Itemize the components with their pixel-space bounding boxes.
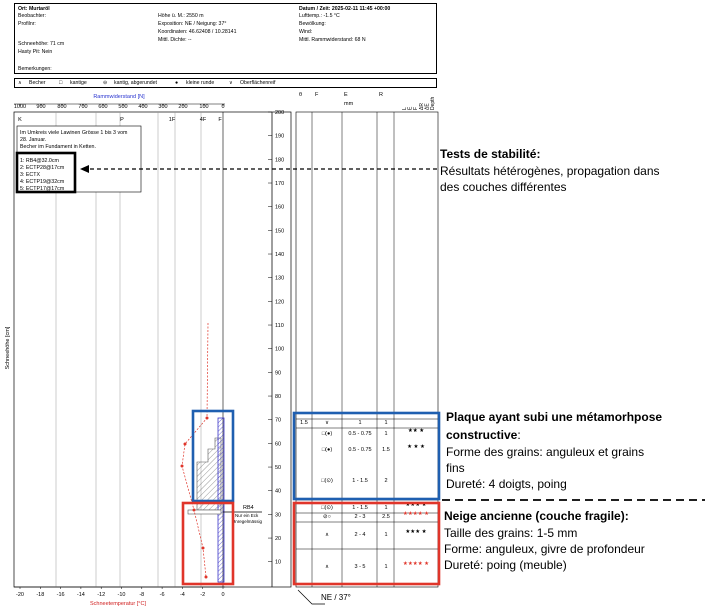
rotated-header: ΔR bbox=[418, 103, 425, 110]
row-grain-form: □(⊙) bbox=[321, 478, 333, 484]
row-hardness: 1 bbox=[384, 505, 388, 511]
table-row bbox=[300, 420, 387, 426]
old-snow-annotation: Neige ancienne (couche fragile): Taille des grains: 1-5 mm Forme: anguleux, givre de profondeur Dureté: poing (meuble) bbox=[444, 507, 708, 573]
note-line-2: 28. Januar. bbox=[20, 137, 47, 143]
bottom-tick-label: -20 bbox=[16, 592, 24, 598]
row-lemons: ★★★★ ★ bbox=[402, 511, 430, 517]
row-lemons: ★ ★ ★ bbox=[407, 444, 425, 450]
hand-hardness-profile bbox=[197, 438, 221, 510]
top-tick-label: 500 bbox=[118, 104, 128, 110]
row-lemons: ★★ ★ bbox=[407, 428, 425, 434]
ram-resistance-label: Mittl. Rammwiderstand: 68 N bbox=[299, 37, 366, 43]
y-tick-label: 190 bbox=[275, 133, 285, 140]
y-tick-label: 70 bbox=[275, 417, 282, 424]
old-snow-grain-size: Taille des grains: 1-5 mm bbox=[444, 526, 578, 540]
hardness-tick-label: F bbox=[218, 117, 222, 123]
temperature-curve bbox=[182, 323, 208, 577]
top-tick-label: 100 bbox=[199, 104, 209, 110]
altitude-label: Höhe ü. M.: 2550 m bbox=[158, 13, 204, 19]
top-tick-label: 1000 bbox=[13, 104, 27, 110]
row-grain-size: 0.5 - 0.75 bbox=[348, 431, 372, 437]
row-grain-size: 1 - 1.5 bbox=[352, 505, 368, 511]
rotated-header: E bbox=[407, 106, 414, 110]
rb-label: RB4 bbox=[243, 505, 254, 511]
top-tick-label: 900 bbox=[36, 104, 46, 110]
round-grain-icon: ● bbox=[175, 80, 179, 86]
bottom-tick-label: -18 bbox=[36, 592, 45, 598]
hardness-ticks bbox=[18, 117, 222, 123]
col-r: R bbox=[379, 92, 383, 98]
slab-grain-form: Forme des grains: anguleux et grains bbox=[446, 445, 645, 459]
col-e-unit: mm bbox=[344, 101, 354, 107]
old-snow-title: Neige ancienne (couche fragile) bbox=[444, 509, 625, 523]
y-axis-ticks bbox=[268, 110, 284, 566]
red-layer-box bbox=[183, 503, 233, 584]
tests-annotation: Tests de stabilité: Résultats hétérogènes, propagation dans des couches différentes bbox=[440, 145, 708, 195]
table-row bbox=[325, 528, 427, 538]
y-tick-label: 20 bbox=[275, 536, 282, 543]
bottom-tick-label: -4 bbox=[179, 592, 185, 598]
legend-becher: Becher bbox=[29, 80, 46, 86]
slab-hardness: Dureté: 4 doigts, poing bbox=[446, 477, 567, 491]
faceted-icon: □ bbox=[59, 80, 63, 86]
row-grain-form: ⊘○ bbox=[323, 514, 331, 520]
legend-oberflaechenreif: Oberflächenreif bbox=[240, 80, 276, 86]
rb-note-2: Unregelmässig bbox=[232, 519, 263, 524]
hardness-tick-label: 1F bbox=[168, 117, 176, 123]
y-tick-label: 120 bbox=[275, 299, 285, 306]
row-grain-form: □(●) bbox=[321, 431, 333, 437]
y-tick-label: 60 bbox=[275, 441, 282, 448]
col-form: F bbox=[315, 92, 319, 98]
y-axis-title: Schneehöhe [cm] bbox=[5, 326, 11, 370]
table-row bbox=[321, 478, 387, 484]
slab-annotation-title-1: Plaque ayant subi une métamorhpose bbox=[446, 410, 663, 424]
note-line-1: Im Umkreis viele Lawinen Grösse 1 bis 3 vom bbox=[20, 130, 128, 136]
bottom-axis-title: Schneetemperatur [°C] bbox=[89, 601, 147, 607]
bottom-tick-label: -14 bbox=[76, 592, 85, 598]
bottom-tick-label: -12 bbox=[97, 592, 106, 598]
rotated-header: Depth bbox=[430, 96, 436, 110]
row-lemons: ★★★ ★ bbox=[405, 502, 427, 508]
top-axis-title: Rammwiderstand [N] bbox=[93, 94, 145, 100]
slab-grain-form-2: fins bbox=[446, 461, 465, 475]
layer-table-rows bbox=[300, 420, 429, 570]
coordinates-label: Koordinaten: 46.62408 / 10.28141 bbox=[158, 29, 237, 35]
profile-number-label: Profilnr: bbox=[18, 21, 36, 27]
tests-annotation-line-1: Résultats hétérogènes, propagation dans bbox=[440, 164, 660, 178]
legend-kleine-runde: kleine runde bbox=[186, 80, 215, 86]
density-label: Mittl. Dichte: -- bbox=[158, 37, 192, 43]
y-tick-label: 40 bbox=[275, 488, 282, 495]
y-tick-label: 150 bbox=[275, 228, 285, 235]
row-hardness: 2 bbox=[384, 478, 388, 484]
y-tick-label: 30 bbox=[275, 512, 282, 519]
top-tick-label: 300 bbox=[158, 104, 168, 110]
top-tick-label: 700 bbox=[78, 104, 88, 110]
slab-annotation: Plaque ayant subi une métamorhpose constructive: Forme des grains: anguleux et grains fins Dureté: 4 doigts, poing bbox=[446, 410, 708, 492]
row-theta: 1.5 bbox=[300, 420, 308, 426]
hardness-tick-label: 4F bbox=[199, 117, 207, 123]
old-snow-hardness: Dureté: poing (meuble) bbox=[444, 558, 567, 572]
y-tick-label: 160 bbox=[275, 204, 285, 211]
bottom-tick-label: -2 bbox=[200, 592, 206, 598]
slab-annotation-title-2: constructive bbox=[446, 428, 518, 442]
top-tick-label: 800 bbox=[57, 104, 67, 110]
top-tick-label: 200 bbox=[178, 104, 188, 110]
test-3: 3: ECTX bbox=[20, 172, 41, 178]
tests-annotation-line-2: des couches différentes bbox=[440, 180, 567, 194]
exposition-text: NE / 37° bbox=[321, 593, 351, 602]
y-tick-label: 110 bbox=[275, 323, 284, 330]
y-tick-label: 180 bbox=[275, 157, 285, 164]
rounded-faceted-icon: ⊖ bbox=[103, 80, 108, 86]
row-grain-form: □(⊙) bbox=[321, 505, 333, 511]
exposition-label: Exposition: NE / Neigung: 37° bbox=[158, 21, 227, 27]
blue-table-box bbox=[294, 413, 439, 499]
bottom-tick-label: -10 bbox=[117, 592, 126, 598]
note-line-3: Becher im Fundament in Ketten. bbox=[20, 144, 96, 150]
date-time-label: Datum / Zeit: 2025-02-11 11:45 +00:00 bbox=[299, 6, 391, 12]
row-lemons: ★★★★ ★ bbox=[402, 561, 430, 567]
test-2: 2: ECTP28@17cm bbox=[20, 165, 65, 171]
legend-kantige: kantige bbox=[70, 80, 87, 86]
y-tick-label: 100 bbox=[275, 346, 285, 353]
row-hardness: 1.5 bbox=[382, 447, 390, 453]
y-tick-label: 80 bbox=[275, 394, 282, 401]
cloud-label: Bewölkung: bbox=[299, 21, 326, 27]
top-axis-ticks bbox=[14, 104, 225, 110]
row-hardness: 1 bbox=[384, 420, 388, 426]
legend-kantig-abgerundet: kantig, abgerundet bbox=[114, 80, 157, 86]
test-5: 5: ECTP17@17cm bbox=[20, 186, 65, 192]
row-grain-size: 2 - 4 bbox=[354, 532, 366, 538]
top-tick-label: 400 bbox=[138, 104, 148, 110]
table-row bbox=[322, 443, 425, 453]
tests-annotation-title: Tests de stabilité bbox=[440, 147, 537, 161]
row-lemons: ★★★ ★ bbox=[405, 529, 427, 535]
top-tick-label: 600 bbox=[98, 104, 108, 110]
row-grain-size: 2 - 3 bbox=[354, 514, 366, 520]
row-grain-form: □(●) bbox=[321, 447, 333, 453]
rb-note-1: Nur ein Eck bbox=[235, 513, 259, 518]
snow-height-label: Schneehöhe: 71 cm bbox=[18, 41, 65, 47]
table-row bbox=[323, 510, 429, 520]
col-theta: θ bbox=[299, 92, 303, 98]
depth-hoar-icon: ∧ bbox=[18, 80, 22, 86]
y-tick-label: 90 bbox=[275, 370, 282, 377]
row-grain-size: 0.5 - 0.75 bbox=[348, 447, 372, 453]
y-tick-label: 140 bbox=[275, 252, 285, 259]
observer-label: Beobachter: bbox=[18, 13, 46, 19]
bottom-tick-label: -6 bbox=[159, 592, 165, 598]
rotated-header: ΔE bbox=[424, 103, 431, 110]
y-tick-label: 10 bbox=[275, 559, 282, 566]
row-hardness: 1 bbox=[384, 532, 388, 538]
old-snow-form: Forme: anguleux, givre de profondeur bbox=[444, 542, 645, 556]
surface-hoar-icon: ∨ bbox=[229, 80, 233, 86]
rotated-header: L bbox=[402, 107, 408, 110]
test-4: 4: ECTP19@32cm bbox=[20, 179, 65, 185]
rotated-header: F bbox=[413, 106, 420, 110]
bottom-axis-ticks bbox=[16, 587, 225, 598]
bottom-tick-label: -8 bbox=[139, 592, 145, 598]
row-grain-form: ∨ bbox=[324, 420, 330, 426]
air-temp-label: Lufttemp.: -1.5 °C bbox=[299, 13, 340, 19]
row-hardness: 1 bbox=[384, 431, 388, 437]
wind-label: Wind: bbox=[299, 29, 313, 35]
hasty-pit-label: Hasty Pit: Nein bbox=[18, 49, 53, 55]
test-1: 1: RB4@32.0cm bbox=[20, 158, 59, 164]
bottom-tick-label: 0 bbox=[221, 592, 225, 598]
remarks-label: Bemerkungen: bbox=[18, 66, 52, 72]
row-grain-form: ∧ bbox=[324, 564, 330, 570]
location-label: Ort: Murtaröl bbox=[18, 6, 50, 12]
row-hardness: 2.5 bbox=[382, 514, 390, 520]
top-tick-label: 0 bbox=[221, 104, 225, 110]
col-e: E bbox=[344, 92, 348, 98]
hardness-tick-label: K bbox=[18, 117, 22, 123]
rotated-headers bbox=[402, 96, 436, 110]
y-tick-label: 170 bbox=[275, 181, 285, 188]
row-grain-size: 3 - 5 bbox=[354, 564, 366, 570]
bottom-tick-label: -16 bbox=[56, 592, 65, 598]
row-hardness: 1 bbox=[384, 564, 388, 570]
table-row bbox=[322, 427, 424, 437]
row-grain-size: 1 bbox=[358, 420, 362, 426]
row-grain-form: ∧ bbox=[324, 532, 330, 538]
y-tick-label: 200 bbox=[275, 110, 285, 116]
y-tick-label: 130 bbox=[275, 275, 285, 282]
y-tick-label: 50 bbox=[275, 465, 282, 472]
hardness-tick-label: P bbox=[120, 117, 124, 123]
row-grain-size: 1 - 1.5 bbox=[352, 478, 368, 484]
